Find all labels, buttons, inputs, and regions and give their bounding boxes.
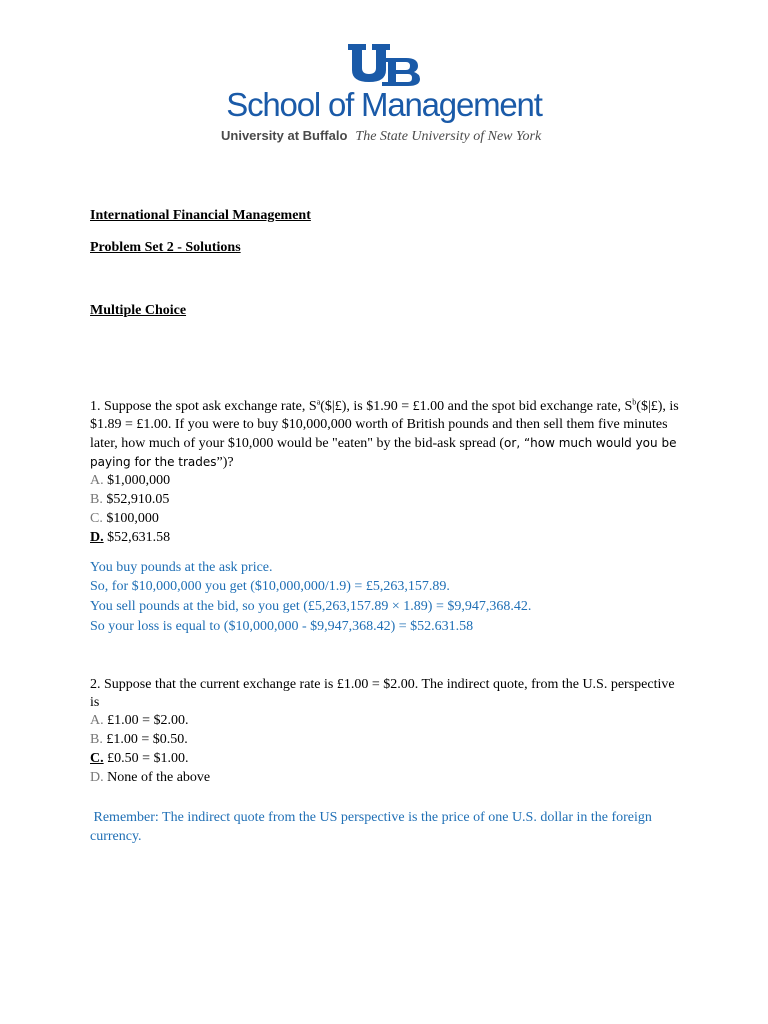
q1-solution-line-2: So, for $10,000,000 you get ($10,000,000/1.9) = £5,263,157.89. bbox=[90, 579, 450, 594]
q2-line-2: is bbox=[90, 695, 100, 710]
school-name: School of Management bbox=[226, 86, 542, 123]
q1-solution-line-3: You sell pounds at the bid, so you get (£5,263,157.89 × 1.89) = $9,947,368.42. bbox=[90, 599, 532, 614]
q2-line-1: 2. Suppose that the current exchange rate is £1.00 = $2.00. The indirect quote, from the U.S. perspective bbox=[90, 677, 675, 692]
page-header bbox=[0, 0, 768, 160]
suny-name: The State University of New York bbox=[355, 129, 542, 144]
q2-option-b: B. £1.00 = $0.50. bbox=[90, 732, 188, 747]
q2-option-c-answer: C. £0.50 = $1.00. bbox=[90, 751, 189, 766]
q1-line-3: later, how much of your $10,000 would be "eaten" by the bid-ask spread (or, “how much would you be bbox=[90, 436, 677, 451]
q2-option-a: A. £1.00 = $2.00. bbox=[90, 713, 189, 728]
course-title: International Financial Management bbox=[90, 208, 311, 223]
university-name: University at Buffalo bbox=[221, 128, 348, 143]
q1-line-1: 1. Suppose the spot ask exchange rate, $S^a(\$|£)$, is $1.90 = £1.00 and the spot bid exchange rate, $S^b(\$|£)$, is bbox=[90, 397, 679, 414]
q2-remark-line-1: Remember: The indirect quote from the US perspective is the price of one U.S. dollar in the foreign bbox=[90, 810, 652, 825]
q1-option-b: B. $52,910.05 bbox=[90, 492, 170, 507]
q2-remark-line-2: currency. bbox=[90, 829, 142, 844]
q1-option-c: C. $100,000 bbox=[90, 511, 159, 526]
university-line bbox=[221, 127, 541, 145]
problem-set-title: Problem Set 2 - Solutions bbox=[90, 240, 241, 255]
ub-logo-icon bbox=[348, 44, 420, 86]
q2-option-d: D. None of the above bbox=[90, 770, 211, 785]
q1-line-4: paying for the trades”)? bbox=[90, 455, 234, 470]
q1-line-2: $1.89 = £1.00. If you were to buy $10,000,000 worth of British pounds and then sell them five minutes bbox=[90, 417, 668, 432]
q1-solution-line-4: So your loss is equal to ($10,000,000 - $9,947,368.42) = $52.631.58 bbox=[90, 619, 474, 634]
q1-solution-line-1: You buy pounds at the ask price. bbox=[90, 560, 273, 575]
section-title: Multiple Choice bbox=[90, 303, 187, 318]
q1-option-a: A. $1,000,000 bbox=[90, 473, 171, 488]
q1-option-d-answer: D. $52,631.58 bbox=[90, 530, 171, 545]
